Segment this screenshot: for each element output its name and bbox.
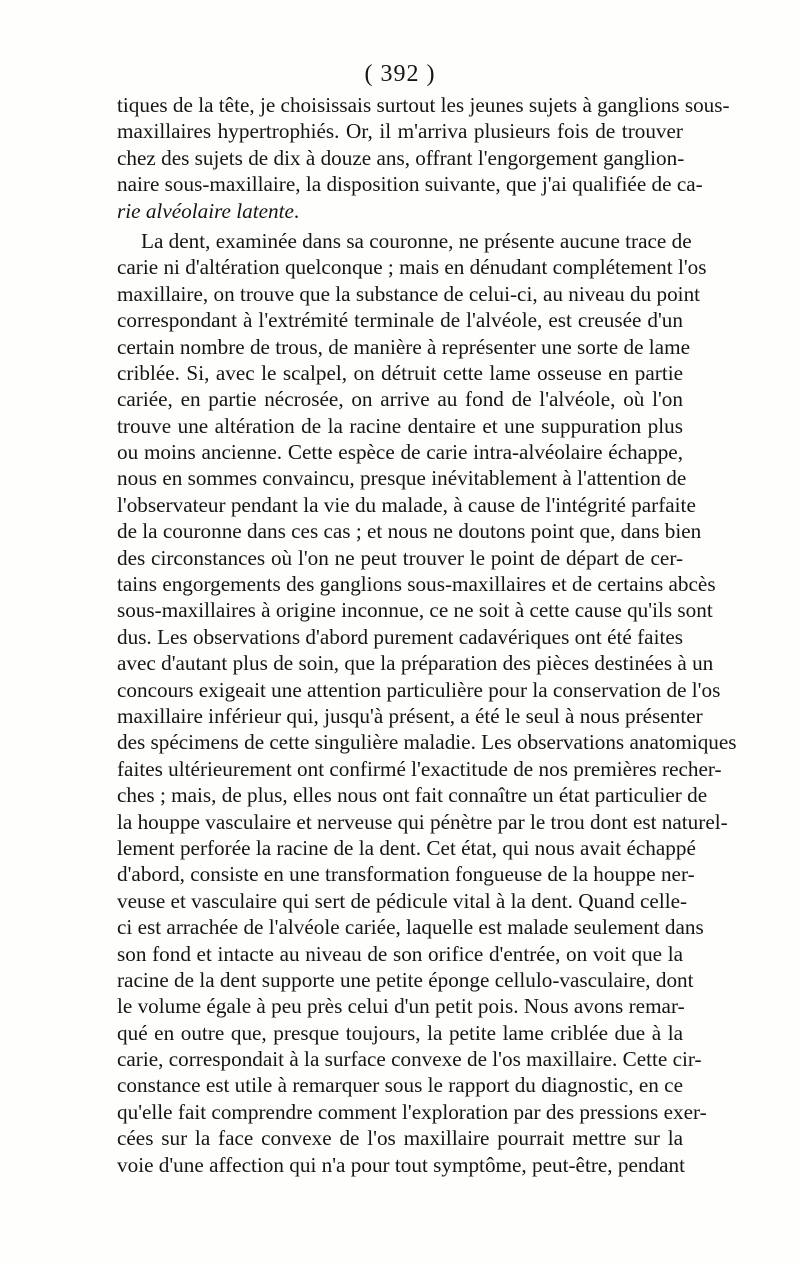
text-fragment: . bbox=[293, 198, 300, 223]
text-line: carie, correspondait à la surface convexe de l'os maxillaire. Cette cir- bbox=[117, 1047, 702, 1072]
text-line: cées sur la face convexe de l'os maxillaire pourrait mettre sur la bbox=[117, 1126, 683, 1151]
text-line: naire sous-maxillaire, la disposition suivante, que j'ai qualifiée de ca- bbox=[117, 172, 703, 197]
text-line: voie d'une affection qui n'a pour tout symptôme, peut-être, pendant bbox=[117, 1152, 685, 1177]
text-line: cariée, en partie nécrosée, on arrive au fond de l'alvéole, où l'on bbox=[117, 387, 683, 412]
text-line: La dent, examinée dans sa couronne, ne présente aucune trace de bbox=[141, 228, 692, 253]
text-line: ches ; mais, de plus, elles nous ont fait connaître un état particulier de bbox=[117, 783, 708, 808]
text-line: le volume égale à peu près celui d'un petit pois. Nous avons remar- bbox=[117, 994, 685, 1019]
text-line: qué en outre que, presque toujours, la petite lame criblée due à la bbox=[117, 1020, 683, 1045]
text-line: correspondant à l'extrémité terminale de l'alvéole, est creusée d'un bbox=[117, 308, 683, 333]
text-line: carie ni d'altération quelconque ; mais en dénudant complétement l'os bbox=[117, 255, 707, 280]
text-line: lement perforée la racine de la dent. Cet état, qui nous avait échappé bbox=[117, 835, 696, 860]
text-line: qu'elle fait comprendre comment l'exploration par des pressions exer- bbox=[117, 1099, 707, 1124]
text-line: maxillaire, on trouve que la substance de celui-ci, au niveau du point bbox=[117, 281, 701, 306]
paragraph-2 bbox=[117, 228, 737, 1178]
text-line: concours exigeait une attention particulière pour la conservation de l'os bbox=[117, 677, 721, 702]
text-line: la houppe vasculaire et nerveuse qui pénètre par le trou dont est naturel- bbox=[117, 809, 728, 834]
text-line: d'abord, consiste en une transformation fongueuse de la houppe ner- bbox=[117, 862, 695, 887]
text-line: maxillaire inférieur qui, jusqu'à présent, a été le seul à nous présenter bbox=[117, 703, 703, 728]
text-line: constance est utile à remarquer sous le rapport du diagnostic, en ce bbox=[117, 1073, 683, 1098]
text-line: racine de la dent supporte une petite éponge cellulo-vasculaire, dont bbox=[117, 967, 694, 992]
body-text bbox=[117, 92, 737, 1178]
text-line: nous en sommes convaincu, presque inévitablement à l'attention de bbox=[117, 466, 687, 491]
text-line bbox=[117, 198, 683, 224]
page-number: ( 392 ) bbox=[364, 61, 436, 87]
text-line: veuse et vasculaire qui sert de pédicule vital à la dent. Quand celle- bbox=[117, 888, 688, 913]
text-line: son fond et intacte au niveau de son orifice d'entrée, on voit que la bbox=[117, 941, 683, 966]
text-line: dus. Les observations d'abord purement cadavériques ont été faites bbox=[117, 624, 683, 649]
text-line: l'observateur pendant la vie du malade, à cause de l'intégrité parfaite bbox=[117, 492, 696, 517]
text-line: des spécimens de cette singulière maladie. Les observations anatomiques bbox=[117, 730, 737, 755]
text-line: maxillaires hypertrophiés. Or, il m'arriva plusieurs fois de trouver bbox=[117, 119, 683, 144]
text-line: tiques de la tête, je choisissais surtout les jeunes sujets à ganglions sous- bbox=[117, 93, 730, 117]
text-line: criblée. Si, avec le scalpel, on détruit cette lame osseuse en partie bbox=[117, 360, 683, 385]
text-line: des circonstances où l'on ne peut trouver le point de départ de cer- bbox=[117, 545, 683, 570]
text-line: ou moins ancienne. Cette espèce de carie intra-alvéolaire échappe, bbox=[117, 440, 683, 465]
text-line: avec d'autant plus de soin, que la préparation des pièces destinées à un bbox=[117, 651, 714, 676]
text-line: sous-maxillaires à origine inconnue, ce ne soit à cette cause qu'ils sont bbox=[117, 598, 713, 623]
text-line: trouve une altération de la racine dentaire et une suppuration plus bbox=[117, 413, 683, 438]
text-line: faites ultérieurement ont confirmé l'exactitude de nos premières recher- bbox=[117, 756, 722, 781]
paragraph-1 bbox=[117, 92, 730, 224]
italic-term: rie alvéolaire latente bbox=[117, 198, 294, 223]
text-line: certain nombre de trous, de manière à représenter une sorte de lame bbox=[117, 334, 690, 359]
text-line: ci est arrachée de l'alvéole cariée, laquelle est malade seulement dans bbox=[117, 915, 704, 940]
text-line: de la couronne dans ces cas ; et nous ne doutons point que, dans bien bbox=[117, 519, 702, 544]
text-line: chez des sujets de dix à douze ans, offrant l'engorgement ganglion- bbox=[117, 145, 685, 170]
text-line: tains engorgements des ganglions sous-maxillaires et de certains abcès bbox=[117, 572, 716, 597]
